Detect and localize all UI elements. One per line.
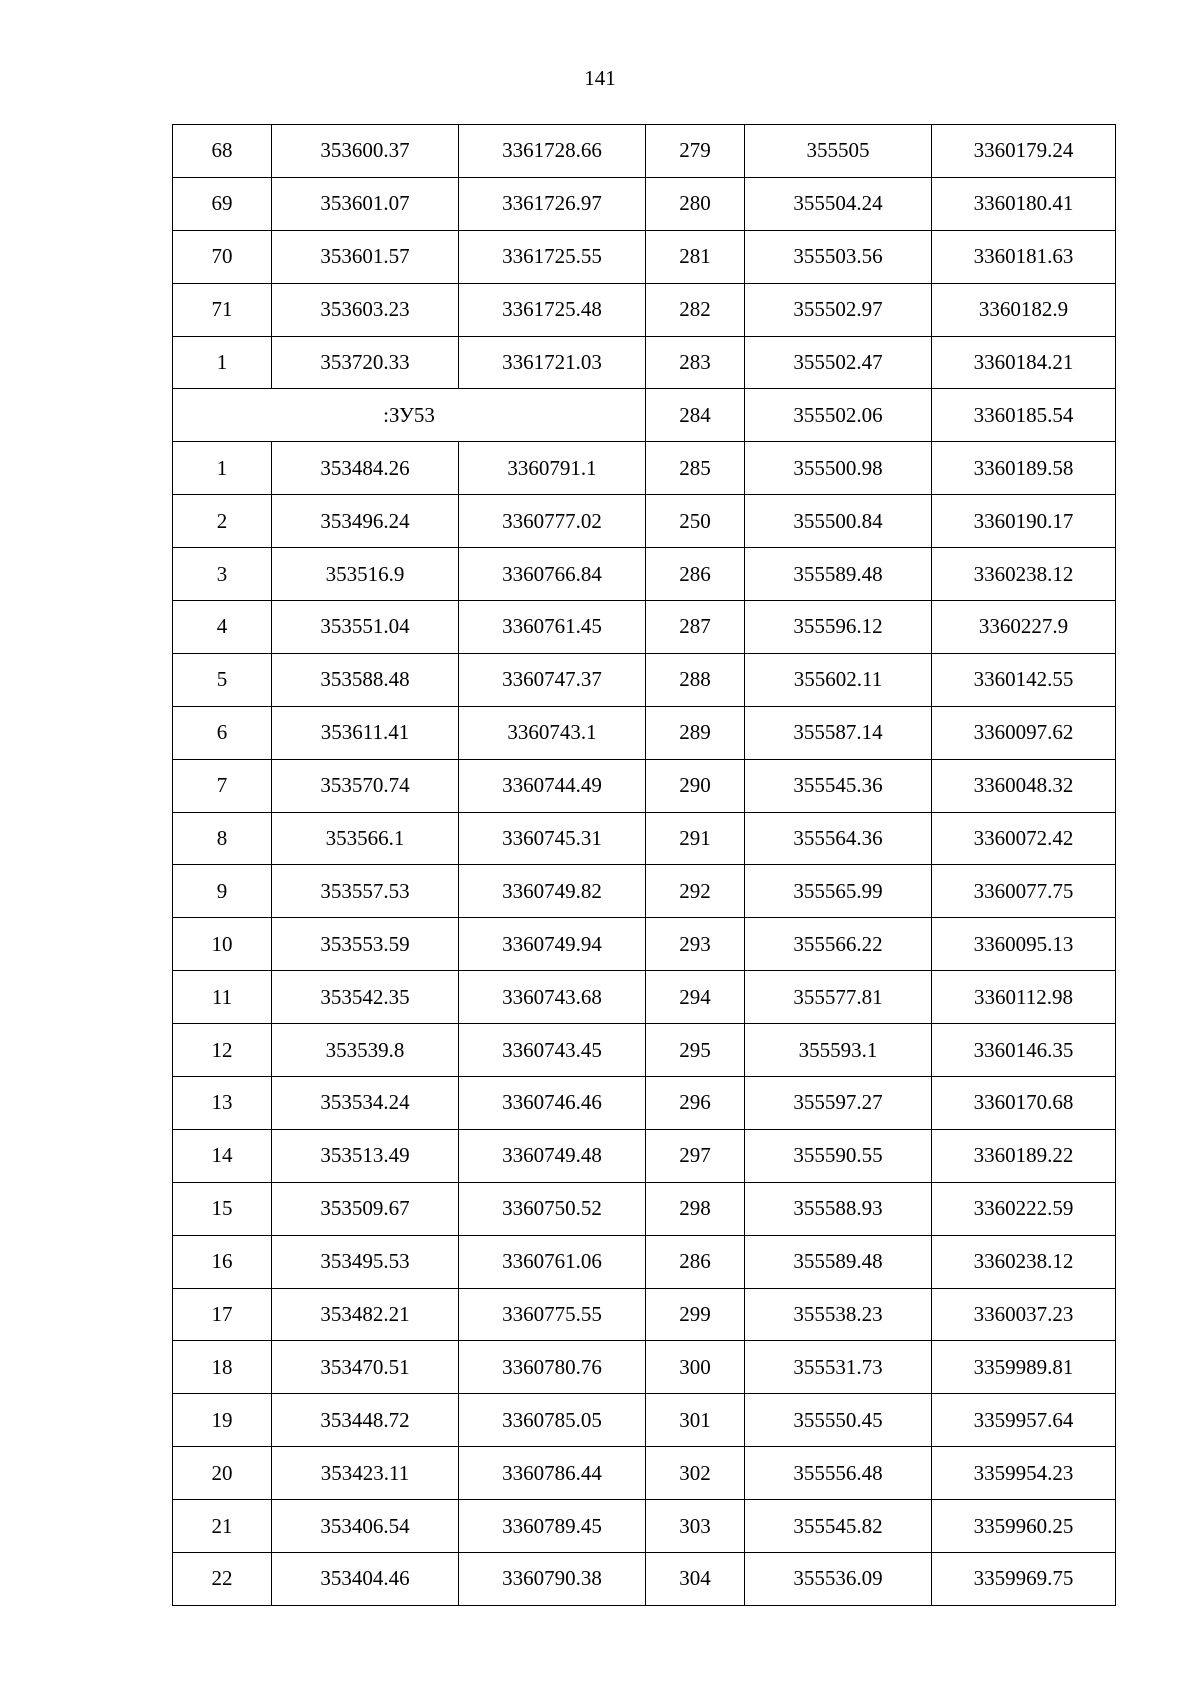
x-coordinate-cell: 353495.53	[272, 1235, 459, 1288]
table-row	[173, 1394, 1116, 1447]
section-row	[173, 389, 1116, 442]
point-number-cell: 10	[173, 918, 272, 971]
x-coordinate-cell: 353600.37	[272, 125, 459, 178]
x-coordinate-cell: 353539.8	[272, 1024, 459, 1077]
coordinates-table-body	[173, 125, 1116, 1606]
y-coordinate-cell: 3361728.66	[459, 125, 646, 178]
y-coordinate-cell: 3359957.64	[932, 1394, 1116, 1447]
point-number-cell: 293	[646, 918, 745, 971]
x-coordinate-cell: 355588.93	[745, 1182, 932, 1235]
y-coordinate-cell: 3360744.49	[459, 759, 646, 812]
y-coordinate-cell: 3360077.75	[932, 865, 1116, 918]
y-coordinate-cell: 3361721.03	[459, 336, 646, 389]
table-row	[173, 759, 1116, 812]
table-row	[173, 442, 1116, 495]
x-coordinate-cell: 355500.98	[745, 442, 932, 495]
y-coordinate-cell: 3361726.97	[459, 177, 646, 230]
y-coordinate-cell: 3359960.25	[932, 1500, 1116, 1553]
point-number-cell: 22	[173, 1553, 272, 1606]
y-coordinate-cell: 3360170.68	[932, 1077, 1116, 1130]
y-coordinate-cell: 3360227.9	[932, 601, 1116, 654]
table-row	[173, 1341, 1116, 1394]
point-number-cell: 302	[646, 1447, 745, 1500]
y-coordinate-cell: 3360766.84	[459, 548, 646, 601]
point-number-cell: 282	[646, 283, 745, 336]
x-coordinate-cell: 355566.22	[745, 918, 932, 971]
point-number-cell: 70	[173, 230, 272, 283]
point-number-cell: 17	[173, 1288, 272, 1341]
y-coordinate-cell: 3360786.44	[459, 1447, 646, 1500]
table-row	[173, 1235, 1116, 1288]
y-coordinate-cell: 3360789.45	[459, 1500, 646, 1553]
x-coordinate-cell: 355577.81	[745, 971, 932, 1024]
point-number-cell: 8	[173, 812, 272, 865]
point-number-cell: 21	[173, 1500, 272, 1553]
x-coordinate-cell: 353509.67	[272, 1182, 459, 1235]
x-coordinate-cell: 355536.09	[745, 1553, 932, 1606]
point-number-cell: 19	[173, 1394, 272, 1447]
point-number-cell: 299	[646, 1288, 745, 1341]
table-row	[173, 1182, 1116, 1235]
point-number-cell: 71	[173, 283, 272, 336]
y-coordinate-cell: 3360095.13	[932, 918, 1116, 971]
y-coordinate-cell: 3360780.76	[459, 1341, 646, 1394]
point-number-cell: 298	[646, 1182, 745, 1235]
table-row	[173, 1447, 1116, 1500]
table-row	[173, 812, 1116, 865]
table-row	[173, 1077, 1116, 1130]
point-number-cell: 20	[173, 1447, 272, 1500]
point-number-cell: 288	[646, 653, 745, 706]
x-coordinate-cell: 353551.04	[272, 601, 459, 654]
point-number-cell: 297	[646, 1129, 745, 1182]
y-coordinate-cell: 3360743.45	[459, 1024, 646, 1077]
x-coordinate-cell: 355502.97	[745, 283, 932, 336]
x-coordinate-cell: 355602.11	[745, 653, 932, 706]
x-coordinate-cell: 353404.46	[272, 1553, 459, 1606]
x-coordinate-cell: 353423.11	[272, 1447, 459, 1500]
point-number-cell: 294	[646, 971, 745, 1024]
x-coordinate-cell: 355593.1	[745, 1024, 932, 1077]
x-coordinate-cell: 355597.27	[745, 1077, 932, 1130]
x-coordinate-cell: 353601.07	[272, 177, 459, 230]
point-number-cell: 303	[646, 1500, 745, 1553]
table-row	[173, 495, 1116, 548]
x-coordinate-cell: 353557.53	[272, 865, 459, 918]
x-coordinate-cell: 355502.06	[745, 389, 932, 442]
point-number-cell: 280	[646, 177, 745, 230]
point-number-cell: 1	[173, 442, 272, 495]
point-number-cell: 287	[646, 601, 745, 654]
point-number-cell: 16	[173, 1235, 272, 1288]
y-coordinate-cell: 3360747.37	[459, 653, 646, 706]
x-coordinate-cell: 353570.74	[272, 759, 459, 812]
x-coordinate-cell: 355596.12	[745, 601, 932, 654]
y-coordinate-cell: 3360189.22	[932, 1129, 1116, 1182]
point-number-cell: 5	[173, 653, 272, 706]
x-coordinate-cell: 353482.21	[272, 1288, 459, 1341]
point-number-cell: 289	[646, 706, 745, 759]
y-coordinate-cell: 3360238.12	[932, 1235, 1116, 1288]
y-coordinate-cell: 3360146.35	[932, 1024, 1116, 1077]
y-coordinate-cell: 3360142.55	[932, 653, 1116, 706]
point-number-cell: 1	[173, 336, 272, 389]
x-coordinate-cell: 355590.55	[745, 1129, 932, 1182]
x-coordinate-cell: 353566.1	[272, 812, 459, 865]
point-number-cell: 292	[646, 865, 745, 918]
point-number-cell: 281	[646, 230, 745, 283]
point-number-cell: 283	[646, 336, 745, 389]
table-row	[173, 1024, 1116, 1077]
x-coordinate-cell: 355502.47	[745, 336, 932, 389]
y-coordinate-cell: 3360184.21	[932, 336, 1116, 389]
coordinates-table	[172, 124, 1116, 1606]
point-number-cell: 250	[646, 495, 745, 548]
point-number-cell: 2	[173, 495, 272, 548]
table-row	[173, 177, 1116, 230]
point-number-cell: 296	[646, 1077, 745, 1130]
point-number-cell: 18	[173, 1341, 272, 1394]
section-label-cell: :ЗУ53	[173, 389, 646, 442]
y-coordinate-cell: 3360746.46	[459, 1077, 646, 1130]
x-coordinate-cell: 353406.54	[272, 1500, 459, 1553]
table-row	[173, 653, 1116, 706]
x-coordinate-cell: 355556.48	[745, 1447, 932, 1500]
x-coordinate-cell: 355545.36	[745, 759, 932, 812]
point-number-cell: 301	[646, 1394, 745, 1447]
x-coordinate-cell: 353470.51	[272, 1341, 459, 1394]
point-number-cell: 13	[173, 1077, 272, 1130]
y-coordinate-cell: 3360745.31	[459, 812, 646, 865]
y-coordinate-cell: 3360097.62	[932, 706, 1116, 759]
y-coordinate-cell: 3360743.1	[459, 706, 646, 759]
x-coordinate-cell: 355504.24	[745, 177, 932, 230]
table-row	[173, 125, 1116, 178]
point-number-cell: 286	[646, 1235, 745, 1288]
y-coordinate-cell: 3360112.98	[932, 971, 1116, 1024]
point-number-cell: 4	[173, 601, 272, 654]
point-number-cell: 14	[173, 1129, 272, 1182]
y-coordinate-cell: 3360182.9	[932, 283, 1116, 336]
y-coordinate-cell: 3360238.12	[932, 548, 1116, 601]
table-row	[173, 1288, 1116, 1341]
x-coordinate-cell: 355589.48	[745, 1235, 932, 1288]
table-row	[173, 283, 1116, 336]
y-coordinate-cell: 3360761.45	[459, 601, 646, 654]
point-number-cell: 284	[646, 389, 745, 442]
y-coordinate-cell: 3360743.68	[459, 971, 646, 1024]
point-number-cell: 11	[173, 971, 272, 1024]
point-number-cell: 285	[646, 442, 745, 495]
y-coordinate-cell: 3360037.23	[932, 1288, 1116, 1341]
x-coordinate-cell: 353496.24	[272, 495, 459, 548]
point-number-cell: 9	[173, 865, 272, 918]
y-coordinate-cell: 3359969.75	[932, 1553, 1116, 1606]
y-coordinate-cell: 3360749.94	[459, 918, 646, 971]
y-coordinate-cell: 3359954.23	[932, 1447, 1116, 1500]
y-coordinate-cell: 3360750.52	[459, 1182, 646, 1235]
y-coordinate-cell: 3361725.48	[459, 283, 646, 336]
x-coordinate-cell: 355500.84	[745, 495, 932, 548]
table-row	[173, 1553, 1116, 1606]
point-number-cell: 68	[173, 125, 272, 178]
y-coordinate-cell: 3360749.82	[459, 865, 646, 918]
table-row	[173, 548, 1116, 601]
y-coordinate-cell: 3360185.54	[932, 389, 1116, 442]
x-coordinate-cell: 353720.33	[272, 336, 459, 389]
table-row	[173, 865, 1116, 918]
y-coordinate-cell: 3360761.06	[459, 1235, 646, 1288]
x-coordinate-cell: 355589.48	[745, 548, 932, 601]
point-number-cell: 279	[646, 125, 745, 178]
x-coordinate-cell: 355550.45	[745, 1394, 932, 1447]
table-row	[173, 971, 1116, 1024]
y-coordinate-cell: 3360749.48	[459, 1129, 646, 1182]
x-coordinate-cell: 355564.36	[745, 812, 932, 865]
x-coordinate-cell: 353603.23	[272, 283, 459, 336]
x-coordinate-cell: 353601.57	[272, 230, 459, 283]
x-coordinate-cell: 355505	[745, 125, 932, 178]
y-coordinate-cell: 3360181.63	[932, 230, 1116, 283]
table-row	[173, 1500, 1116, 1553]
x-coordinate-cell: 353484.26	[272, 442, 459, 495]
y-coordinate-cell: 3360790.38	[459, 1553, 646, 1606]
point-number-cell: 290	[646, 759, 745, 812]
y-coordinate-cell: 3360179.24	[932, 125, 1116, 178]
point-number-cell: 300	[646, 1341, 745, 1394]
page-number: 141	[584, 66, 616, 90]
x-coordinate-cell: 353516.9	[272, 548, 459, 601]
x-coordinate-cell: 355531.73	[745, 1341, 932, 1394]
table-row	[173, 601, 1116, 654]
y-coordinate-cell: 3360190.17	[932, 495, 1116, 548]
table-row	[173, 336, 1116, 389]
y-coordinate-cell: 3360775.55	[459, 1288, 646, 1341]
x-coordinate-cell: 353611.41	[272, 706, 459, 759]
x-coordinate-cell: 353588.48	[272, 653, 459, 706]
x-coordinate-cell: 353542.35	[272, 971, 459, 1024]
x-coordinate-cell: 355545.82	[745, 1500, 932, 1553]
x-coordinate-cell: 353553.59	[272, 918, 459, 971]
x-coordinate-cell: 355565.99	[745, 865, 932, 918]
y-coordinate-cell: 3360785.05	[459, 1394, 646, 1447]
y-coordinate-cell: 3360777.02	[459, 495, 646, 548]
y-coordinate-cell: 3360189.58	[932, 442, 1116, 495]
y-coordinate-cell: 3359989.81	[932, 1341, 1116, 1394]
point-number-cell: 3	[173, 548, 272, 601]
table-row	[173, 706, 1116, 759]
y-coordinate-cell: 3361725.55	[459, 230, 646, 283]
x-coordinate-cell: 353448.72	[272, 1394, 459, 1447]
point-number-cell: 291	[646, 812, 745, 865]
y-coordinate-cell: 3360222.59	[932, 1182, 1116, 1235]
y-coordinate-cell: 3360791.1	[459, 442, 646, 495]
table-row	[173, 1129, 1116, 1182]
table-row	[173, 918, 1116, 971]
point-number-cell: 6	[173, 706, 272, 759]
point-number-cell: 69	[173, 177, 272, 230]
point-number-cell: 295	[646, 1024, 745, 1077]
x-coordinate-cell: 353513.49	[272, 1129, 459, 1182]
table-row	[173, 230, 1116, 283]
x-coordinate-cell: 355503.56	[745, 230, 932, 283]
x-coordinate-cell: 355587.14	[745, 706, 932, 759]
x-coordinate-cell: 355538.23	[745, 1288, 932, 1341]
y-coordinate-cell: 3360048.32	[932, 759, 1116, 812]
point-number-cell: 12	[173, 1024, 272, 1077]
point-number-cell: 304	[646, 1553, 745, 1606]
point-number-cell: 15	[173, 1182, 272, 1235]
y-coordinate-cell: 3360072.42	[932, 812, 1116, 865]
y-coordinate-cell: 3360180.41	[932, 177, 1116, 230]
point-number-cell: 7	[173, 759, 272, 812]
point-number-cell: 286	[646, 548, 745, 601]
x-coordinate-cell: 353534.24	[272, 1077, 459, 1130]
